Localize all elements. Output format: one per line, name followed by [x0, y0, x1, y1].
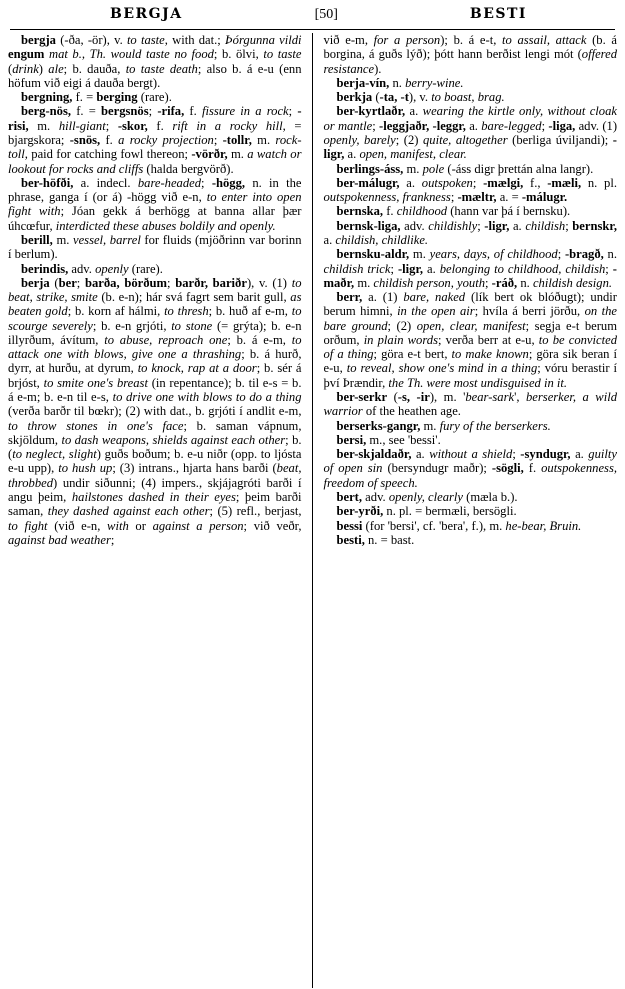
left-column: [8, 33, 313, 988]
dictionary-entry: berja-vín, n. berry-wine.: [336, 75, 464, 90]
dictionary-entry: bersi, m., see 'bessi'.: [336, 432, 441, 447]
dictionary-entry: berg-nös, f. = bergsnös; -rifa, f. fissure in a rock; -risi, m. hill-giant; -skor, f. rift in a rocky hill, = bjargskora; -snös, f. a rocky projection; -tollr, m. rock-toll, paid for catching fowl thereon; -vörðr, m. a watch or lookout for rocks and cliffs (halda bergvörð).: [8, 104, 302, 176]
dictionary-entry: bergja (-ða, -ör), v. to taste, with dat.; Þórgunna vildi engum mat b., Th. would taste no food; b. ölvi, to taste (drink) ale; b. dauða, to taste death; also b. á e-u (enn höfum við eigi á dauða bergt).: [8, 33, 302, 90]
dictionary-entry: ber-höfði, a. indecl. bare-headed; -högg, n. in the phrase, ganga í (or á) -högg við e-n, to enter into open fight with; Jóan gekk á berhögg at banna allar þær úhcœfur, interdicted these abuses boldily and openly.: [8, 175, 302, 233]
page-header: [8, 6, 617, 28]
dictionary-entry: bernska, f. childhood (hann var þá í bernsku).: [336, 204, 571, 219]
dictionary-entry: við e-m, for a person); b. á e-t, to assail, attack (b. á borgina, á guðs lýð); þótt hann berðist lengi mót (offered resistance).: [323, 33, 617, 76]
dictionary-entry: berja (ber; barða, börðum; barðr, bariðr), v. (1) to beat, strike, smite (b. e-n); hár svá fagrt sem barit gull, as beaten gold; b. korn af hálmi, to thresh; b. huð af e-m, to scourge severely; b. e-n grjóti, to stone (= grýta); b. e-n illyrðum, ávítum, to abuse, reproach one; b. á e-m, to attack one with blows, give one a thrashing; b. á hurð, dyrr, at hurðu, at dyrum, to knock, rap at a door; b. sér á brjóst, to smite one's breast (in repentance); b. til e-s = b. á e-m; b. e-n til e-s, to drive one with blows to do a thing (verða barðr til bœkr); (2) with dat., b. grjóti í andlit e-m, to throw stones in one's face; b. saman vápnum, skjöldum, to dash weapons, shields against each other; b. (to neglect, slight) guðs boðum; b. e-u niðr (opp. to ljósta e-u upp), to hush up; (3) intrans., hjarta hans barði (beat, throbbed) undir siðunni; (4) impers., skjájagróti barði í angu þeim, hailstones dashed in their eyes; þeim barði saman, they dashed against each other; (5) refl., berjast, to fight (við e-n, with or against a person; við veðr, against bad weather;: [8, 275, 302, 547]
dictionary-entry: bert, adv. openly, clearly (mæla b.).: [336, 490, 518, 504]
page-number: [50]: [314, 7, 338, 22]
dictionary-entry: berr, a. (1) bare, naked (lík bert ok blóðugt); undir berum himni, in the open air; hvíla á berri jörðu, on the bare ground; (2) open, clear, manifest; segja e-t berum orðum, in plain words; verða berr at e-u, to be convicted of a thing; göra e-t bert, to make known; göra sik beran í e-u, to reveal, show one's mind in a thing; vóru berastir í því Þrændir, the Th. were most undisguised in it.: [323, 290, 618, 390]
dictionary-entry: berserks-gangr, m. fury of the berserkers.: [336, 418, 551, 433]
header-left-headword: BERGJA: [110, 6, 183, 22]
dictionary-entry: ber-skjaldaðr, a. without a shield; -syndugr, a. guilty of open sin (bersyndugr maðr); -sögli, f. outspokenness, freedom of speech.: [323, 447, 617, 490]
dictionary-entry: berindis, adv. openly (rare).: [21, 261, 163, 276]
dictionary-entry: berill, m. vessel, barrel for fluids (mjöðrinn var borinn í berlum).: [8, 232, 302, 262]
dictionary-entry: bessi (for 'bersi', cf. 'bera', f.), m. he-bear, Bruin.: [336, 518, 582, 533]
text-columns: [8, 33, 617, 988]
dictionary-entry: ber-yrði, n. pl. = bermæli, bersögli.: [336, 504, 517, 519]
dictionary-entry: bergning, f. = berging (rare).: [21, 90, 172, 105]
dictionary-entry: bernsk-liga, adv. childishly; -ligr, a. childish; bernskr, a. childish, childlike.: [323, 218, 617, 247]
header-rule: [10, 29, 615, 30]
dictionary-entry: ber-kyrtlaðr, a. wearing the kirtle only, without cloak or mantle; -leggjaðr, -leggr, a. bare-legged; -liga, adv. (1) openly, barely; (2) quite, altogether (berliga úviljandi); -ligr, a. open, manifest, clear.: [323, 104, 618, 162]
dictionary-entry: besti, n. = bast.: [336, 532, 415, 547]
dictionary-entry: berkja (-ta, -t), v. to boast, brag.: [336, 90, 505, 105]
dictionary-entry: ber-serkr (-s, -ir), m. 'bear-sark', berserker, a wild warrior of the heathen age.: [323, 390, 617, 419]
dictionary-entry: bernsku-aldr, m. years, days, of childhood; -bragð, n. childish trick; -ligr, a. belonging to childhood, childish; -maðr, m. childish person, youth; -ráð, n. childish design.: [323, 247, 617, 290]
dictionary-entry: ber-málugr, a. outspoken; -mælgi, f., -mæli, n. pl. outspokenness, frankness; -mæltr, a. = -málugr.: [323, 175, 617, 205]
dictionary-entry: berlings-áss, m. pole (-áss digr þrettán alna langr).: [336, 161, 594, 176]
right-column: [313, 33, 618, 988]
header-right-headword: BESTI: [469, 6, 527, 22]
